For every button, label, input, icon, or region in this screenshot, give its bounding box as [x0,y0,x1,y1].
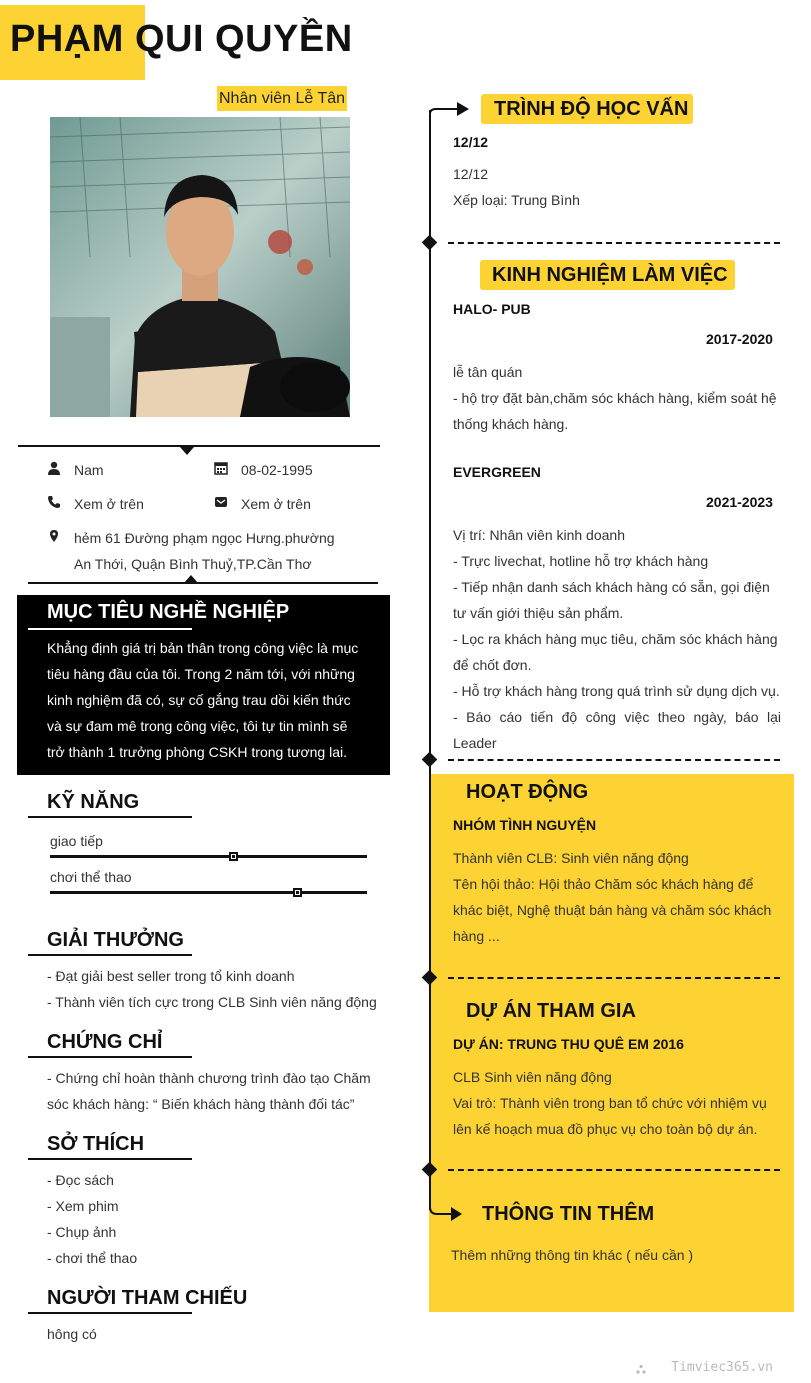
job-line: - Hỗ trợ khách hàng trong quá trình sử dụng dịch vụ. [453,683,780,699]
activity-line: Thành viên CLB: Sinh viên năng động [453,850,689,866]
job-period: 2017-2020 [706,331,773,347]
job-period: 2021-2023 [706,494,773,510]
gender-value: Nam [74,462,104,478]
phone-value: Xem ở trên [74,496,144,512]
objective-line: tiêu hàng đầu của tôi. Trong 2 năm tới, với những [47,666,355,682]
certificates-title: CHỨNG CHỈ [47,1031,163,1053]
awards-title-rule [28,954,192,956]
job-line: Vị trí: Nhân viên kinh doanh [453,527,625,543]
hobbies-list [47,1167,137,1271]
objective-line: kinh nghiệm đã có, sự cố gắng trau dồi kiến thức [47,692,351,708]
hobby-item: - Chụp ảnh [47,1224,117,1240]
projects-title: DỰ ÁN THAM GIA [466,1000,636,1022]
timeline-diamond [422,235,438,251]
location-pin-icon [47,529,61,548]
address-line-1: hẻm 61 Đường phạm ngọc Hưng.phường [74,530,335,546]
info-top-rule [18,445,380,447]
job-line: tư vấn giới thiệu sản phẩm. [453,605,624,621]
profile-photo [50,117,350,417]
certificate-line: - Chứng chỉ hoàn thành chương trình đào tạo Chăm [47,1070,371,1086]
timeline-line [429,110,431,1210]
hobbies-title: SỞ THÍCH [47,1133,145,1155]
skill-bar-track [50,891,367,894]
experience-title: KINH NGHIỆM LÀM VIỆC [492,264,728,286]
job-line: - Lọc ra khách hàng mục tiêu, chăm sóc khách hàng [453,631,778,647]
skill-level-marker [229,852,238,861]
project-name: DỰ ÁN: TRUNG THU QUÊ EM 2016 [453,1036,684,1052]
education-title: TRÌNH ĐỘ HỌC VẤN [494,98,689,120]
watermark-text: Timviec365.vn [671,1360,773,1375]
hobby-item: - Xem phim [47,1198,119,1214]
activity-line: khác biệt, Nghệ thuật bán hàng và chăm sóc khách [453,902,772,918]
project-line: CLB Sinh viên năng động [453,1069,612,1085]
address-line-2: An Thới, Quận Bình Thuỷ,TP.Cần Thơ [74,556,312,572]
education-grade: Xếp loại: Trung Bình [453,192,580,208]
job-line: - Tiếp nhận danh sách khách hàng có sẵn, gọi điện [453,579,770,595]
phone-icon [47,495,61,514]
email-value: Xem ở trên [241,496,311,512]
job-description [453,522,781,756]
project-line: Vai trò: Thành viên trong ban tổ chức với nhiệm vụ [453,1095,767,1111]
awards-list [47,963,377,1015]
job-line: lễ tân quán [453,364,523,380]
user-icon [47,461,61,480]
award-item: - Đạt giải best seller trong tổ kinh doanh [47,968,295,984]
objective-line: và sự đam mê trong công việc, tôi tự tin mình sẽ [47,718,348,734]
dob-value: 08-02-1995 [241,462,313,478]
job-line: thống khách hàng. [453,416,569,432]
section-divider [448,1169,780,1171]
skills-title-rule [28,816,192,818]
objective-line: trở thành 1 trưởng phòng CSKH trong tương lai. [47,744,347,760]
email-icon [214,495,228,514]
timeline-arrow-icon [427,98,472,127]
award-item: - Thành viên tích cực trong CLB Sinh viên năng động [47,994,377,1010]
extra-text: Thêm những thông tin khác ( nếu cần ) [451,1247,694,1263]
education-school: 12/12 [453,134,489,150]
calendar-icon [214,461,228,480]
skills-title: KỸ NĂNG [47,791,140,813]
references-text: hông có [47,1326,97,1342]
hobbies-title-rule [28,1158,192,1160]
watermark-logo-icon [635,1362,647,1380]
certificates-title-rule [28,1056,192,1058]
info-bottom-rule [28,582,378,584]
section-divider [448,977,780,979]
job-line: - Trực livechat, hotline hỗ trợ khách hàng [453,553,709,569]
activities-title: HOẠT ĐỘNG [466,781,589,803]
activity-line: hàng ... [453,928,500,944]
awards-title: GIẢI THƯỞNG [47,929,184,951]
job-company: EVERGREEN [453,464,541,480]
job-line: - Báo cáo tiến độ công việc theo ngày, báo lại Leader [453,709,781,751]
references-title-rule [28,1312,192,1314]
job-description [453,359,781,437]
candidate-name: PHẠM QUI QUYỀN [10,18,353,60]
education-major: 12/12 [453,166,489,182]
timeline-diamond [422,752,438,768]
activity-line: Tên hội thảo: Hội thảo Chăm sóc khách hàng để [453,876,754,892]
project-line: lên kế hoạch mua đồ phục vụ cho toàn bộ dự án. [453,1121,758,1137]
section-divider [448,759,780,761]
job-line: - hộ trợ đặt bàn,chăm sóc khách hàng, kiểm soát hệ [453,390,777,406]
objective-title: MỤC TIÊU NGHỀ NGHIỆP [47,601,290,623]
skill-label: giao tiếp [50,833,103,849]
job-company: HALO- PUB [453,301,531,317]
skill-label: chơi thể thao [50,869,132,885]
timeline-arrow-icon [427,1195,467,1230]
hobby-item: - Đọc sách [47,1172,114,1188]
objective-title-rule [28,628,192,630]
objective-line: Khẳng định giá trị bản thân trong công việc là mục [47,640,359,656]
activities-org: NHÓM TÌNH NGUYỆN [453,817,597,833]
objective-text [47,635,359,765]
extra-title: THÔNG TIN THÊM [482,1203,655,1225]
project-text [453,1064,781,1142]
skill-level-marker [293,888,302,897]
activities-text [453,845,781,949]
rule-notch [180,447,194,455]
job-position: Nhân viên Lễ Tân [217,86,347,111]
section-divider [448,242,780,244]
job-line: để chốt đơn. [453,657,532,673]
certificates-text [47,1065,379,1117]
references-title: NGƯỜI THAM CHIẾU [47,1287,248,1309]
certificate-line: sóc khách hàng: “ Biến khách hàng thành đối tác” [47,1096,355,1112]
hobby-item: - chơi thể thao [47,1250,138,1266]
skill-bar-track [50,855,367,858]
